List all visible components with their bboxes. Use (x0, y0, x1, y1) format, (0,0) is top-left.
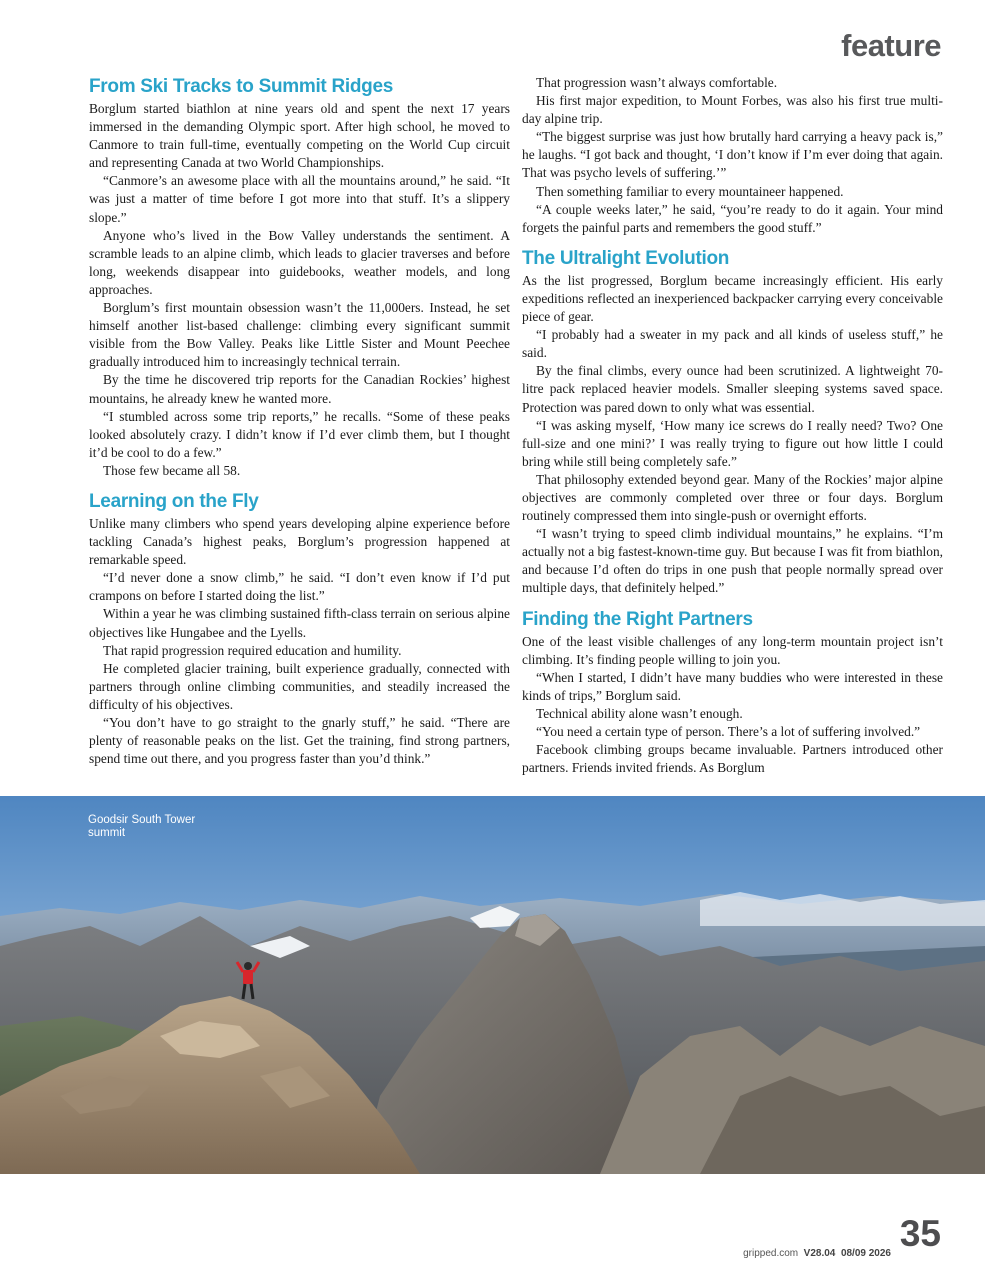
paragraph: “I was asking myself, ‘How many ice screws do I really need? Two? One full-size and one mini?’ I was really trying to figure out how little I could bring while still being completely safe.” (522, 417, 943, 469)
paragraph: “The biggest surprise was just how brutally hard carrying a heavy pack is,” he laughs. “I got back and thought, ‘I don’t know if I’m ever doing that again. That was psycho levels of suffering.’” (522, 129, 943, 181)
paragraph: Anyone who’s lived in the Bow Valley understands the sentiment. A scramble leads to an alpine climb, which leads to glacier traverses and before long, weekends disappear into guidebooks, weather models, and long approaches. (89, 227, 510, 297)
paragraph: Those few became all 58. (103, 462, 241, 478)
footer-meta (743, 1248, 891, 1259)
paragraph: Borglum started biathlon at nine years old and spent the next 17 years immersed in the demanding Olympic sport. After high school, he moved to Canmore to train full-time, eventually competing on the World Cup circuit and representing Canada at two World Championships. (89, 101, 510, 171)
photo-caption: Goodsir South Tower summit (88, 814, 196, 839)
paragraph: That progression wasn’t always comfortable. (536, 75, 778, 90)
paragraph: “A couple weeks later,” he said, “you’re ready to do it again. Your mind forgets the painful parts and remembers the good stuff.” (522, 201, 943, 235)
paragraph: As the list progressed, Borglum became increasingly efficient. His early expeditions reflected an inexperienced backpacker carrying every conceivable piece of gear. (522, 272, 943, 325)
paragraph: “I wasn’t trying to speed climb individual mountains,” he explains. “I’m actually not a big fastest-known-time guy. But because I was fit from biathlon, and because I’d often do trips in one push that people normally spread over multiple days, that definitely helped.” (522, 526, 943, 596)
paragraph: “I’d never done a snow climb,” he said. “I don’t even know if I’d put crampons on before I started doing the list.” (89, 570, 510, 604)
paragraph: “I stumbled across some trip reports,” he recalls. “Some of these peaks looked absolutely crazy. I didn’t know if I’d ever climb them, but I thought it’d be cool to do a few.” (89, 408, 510, 460)
page-number: 35 (899, 1213, 941, 1254)
paragraph: By the time he discovered trip reports for the Canadian Rockies’ highest mountains, he already knew he wanted more. (89, 372, 510, 406)
left-column (89, 74, 510, 768)
paragraph: Within a year he was climbing sustained fifth-class terrain on serious alpine objectives like Hungabee and the Lyells. (89, 606, 510, 640)
paragraph: Technical ability alone wasn’t enough. (536, 705, 743, 721)
paragraph: Facebook climbing groups became invaluable. Partners introduced other partners. Friends invited friends. As Borglum (522, 742, 943, 776)
paragraph: One of the least visible challenges of any long-term mountain project isn’t climbing. It’s finding people willing to join you. (522, 633, 943, 667)
paragraph: “When I started, I didn’t have many buddies who were interested in these kinds of trips,” Borglum said. (522, 669, 943, 703)
heading-ultralight: The Ultralight Evolution (522, 247, 730, 269)
paragraph: Then something familiar to every mountaineer happened. (536, 183, 844, 199)
summit-photo (0, 796, 985, 1174)
paragraph: “You don’t have to go straight to the gnarly stuff,” he said. “There are plenty of reasonable peaks on the list. Get the training, find strong partners, spend time out there, and you progress faster than you’d think.” (89, 715, 510, 767)
paragraph: That philosophy extended beyond gear. Many of the Rockies’ major alpine objectives are commonly completed over three or four days. Borglum routinely compressed them into single-push or overnight efforts. (522, 471, 943, 524)
paragraph: His first major expedition, to Mount Forbes, was also his first true multi-day alpine trip. (522, 93, 943, 127)
paragraph: Unlike many climbers who spend years developing alpine experience before tackling Canada’s highest peaks, Borglum’s progression happened at remarkable speed. (89, 515, 510, 568)
issue-date: 08/09 2026 (840, 1248, 891, 1259)
heading-learning: Learning on the Fly (89, 490, 259, 512)
paragraph: That rapid progression required education and humility. (103, 642, 402, 658)
paragraph: “Canmore’s an awesome place with all the mountains around,” he said. “It was just a matter of time before I got more into that stuff. It’s a slippery slope.” (89, 173, 510, 225)
section-label: feature (841, 28, 941, 63)
paragraph: “I probably had a sweater in my pack and all kinds of useless stuff,” he said. (522, 327, 943, 361)
site-name: gripped.com (743, 1248, 799, 1259)
right-column (522, 74, 943, 777)
paragraph: “You need a certain type of person. There’s a lot of suffering involved.” (536, 724, 921, 739)
paragraph: Borglum’s first mountain obsession wasn’t the 11,000ers. Instead, he set himself another list-based challenge: climbing every significant summit visible from the Bow Valley. Peaks like Little Sister and Mount Peechee gradually introduced him to increasingly technical terrain. (89, 300, 510, 370)
paragraph: He completed glacier training, built experience gradually, connected with partners through online climbing communities, and steadily increased the difficulty of his objectives. (89, 660, 510, 712)
paragraph: By the final climbs, every ounce had been scrutinized. A lightweight 70-litre pack replaced heavier models. Smaller sleeping systems saved space. Protection was pared down to only what was essential. (522, 363, 943, 415)
heading-partners: Finding the Right Partners (522, 608, 753, 630)
heading-ski-tracks: From Ski Tracks to Summit Ridges (89, 76, 393, 97)
issue-number: V28.04 (803, 1248, 836, 1259)
